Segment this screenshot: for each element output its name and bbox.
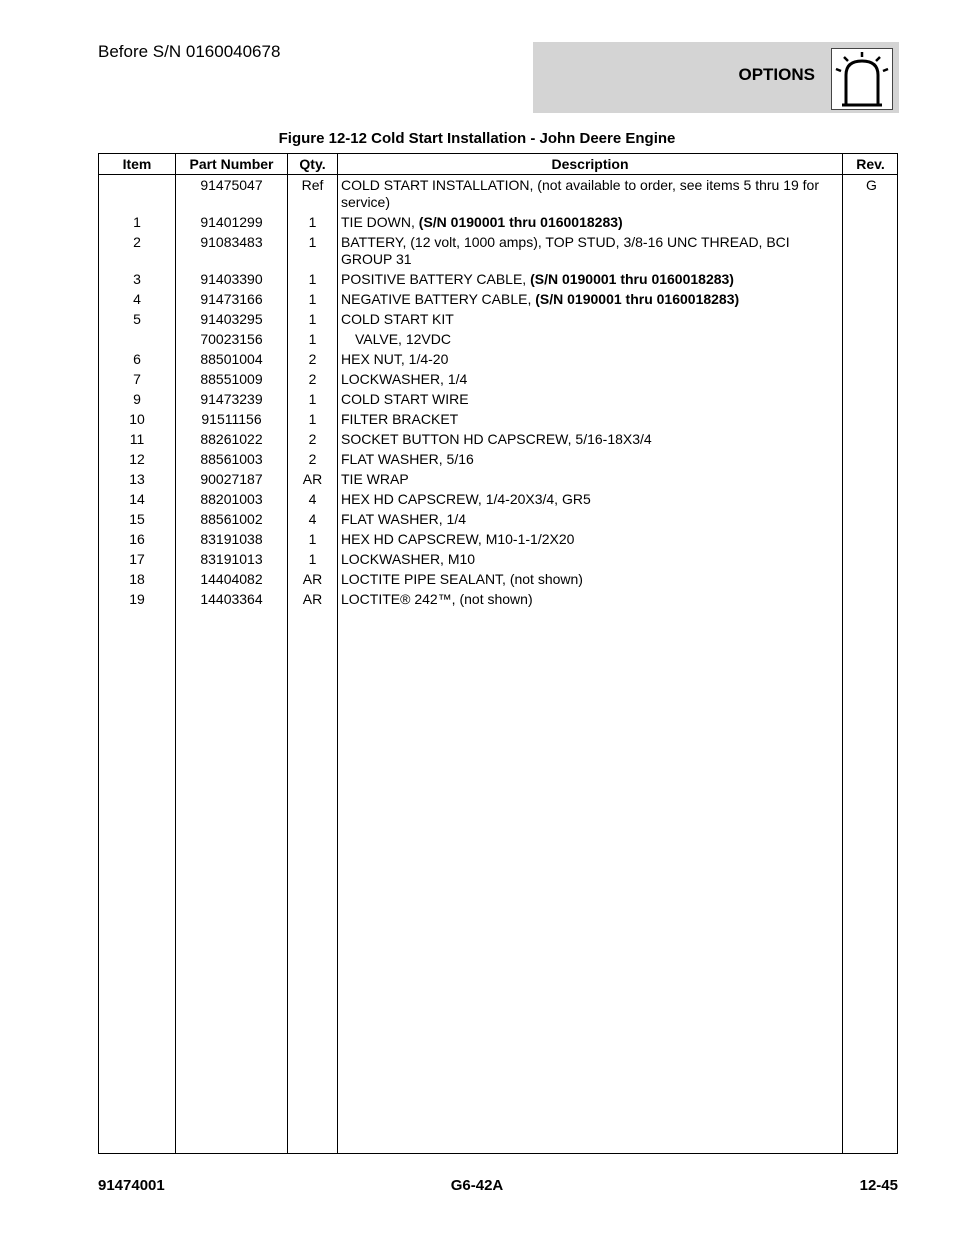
item-number: 7	[133, 371, 141, 387]
part-number: 91511156	[201, 411, 262, 427]
item-number: 16	[129, 531, 145, 547]
serial-range-note: (S/N 0190001 thru 0160018283)	[418, 214, 623, 230]
quantity: AR	[302, 571, 323, 587]
description-text: COLD START KIT	[341, 311, 454, 327]
item-number: 5	[133, 311, 141, 327]
description-text: BATTERY, (12 volt, 1000 amps), TOP STUD, 3/8-16 UNC THREAD, BCI GROUP 31	[341, 234, 790, 267]
footer-doc-number: 91474001	[98, 1177, 165, 1194]
description	[341, 451, 841, 468]
description	[341, 471, 841, 488]
description-text: TIE WRAP	[341, 471, 409, 487]
part-number: 88551009	[200, 371, 263, 387]
figure-title: Figure 12-12 Cold Start Installation - John Deere Engine	[278, 130, 676, 147]
quantity: 1	[308, 291, 317, 307]
description	[341, 511, 841, 528]
item-number: 13	[129, 471, 145, 487]
description	[341, 411, 841, 428]
part-number: 83191013	[200, 551, 263, 567]
part-number: 91083483	[200, 234, 263, 250]
description-text: HEX NUT, 1/4-20	[341, 351, 449, 367]
quantity: 1	[308, 551, 317, 567]
part-number: 90027187	[200, 471, 263, 487]
description	[341, 214, 841, 231]
part-number: 83191038	[200, 531, 263, 547]
table-row	[99, 551, 897, 568]
table-row	[99, 471, 897, 488]
table-row	[99, 511, 897, 528]
quantity: 2	[308, 431, 317, 447]
item-number: 18	[129, 571, 145, 587]
quantity: 4	[308, 511, 317, 527]
quantity: 2	[308, 451, 317, 467]
parts-rows	[99, 177, 897, 611]
item-number: 9	[133, 391, 141, 407]
item-number: 11	[129, 431, 145, 447]
description-text: COLD START INSTALLATION, (not available to order, see items 5 thru 19 for service)	[341, 177, 820, 210]
description-text: HEX HD CAPSCREW, M10-1-1/2X20	[341, 531, 575, 547]
description	[341, 311, 841, 328]
item-number: 15	[129, 511, 145, 527]
quantity: 1	[308, 214, 317, 230]
description	[341, 271, 841, 288]
part-number: 91475047	[200, 177, 263, 193]
quantity: AR	[302, 591, 323, 607]
description-text: LOCKWASHER, M10	[341, 551, 476, 567]
table-row	[99, 214, 897, 231]
footer-page-number: 12-45	[859, 1177, 898, 1194]
column-header-part-number: Part Number	[189, 156, 274, 172]
quantity: 2	[308, 351, 317, 367]
quantity: 1	[308, 331, 317, 347]
part-number: 88561003	[200, 451, 263, 467]
serial-range-note: (S/N 0190001 thru 0160018283)	[535, 291, 740, 307]
quantity: 1	[308, 311, 317, 327]
quantity: 1	[308, 234, 317, 250]
section-tab	[533, 42, 899, 113]
quantity: 1	[308, 531, 317, 547]
description	[341, 571, 841, 588]
table-row	[99, 371, 897, 388]
section-label: OPTIONS	[738, 65, 815, 84]
description-text: SOCKET BUTTON HD CAPSCREW, 5/16-18X3/4	[341, 431, 652, 447]
description	[341, 551, 841, 568]
description-text: NEGATIVE BATTERY CABLE,	[341, 291, 536, 307]
column-header-description: Description	[551, 156, 629, 172]
description-text: FILTER BRACKET	[341, 411, 459, 427]
part-number: 14403364	[200, 591, 263, 607]
part-number: 91403295	[200, 311, 263, 327]
part-number: 88261022	[200, 431, 263, 447]
table-row	[99, 491, 897, 508]
item-number: 17	[129, 551, 145, 567]
quantity: 1	[308, 271, 317, 287]
description	[341, 531, 841, 548]
revision: G	[866, 177, 877, 193]
description-text: LOCTITE PIPE SEALANT, (not shown)	[341, 571, 583, 587]
quantity: 1	[308, 411, 317, 427]
column-header-rev: Rev.	[856, 156, 885, 172]
description-text: POSITIVE BATTERY CABLE,	[341, 271, 531, 287]
table-row	[99, 431, 897, 448]
part-number: 14404082	[200, 571, 263, 587]
description	[341, 331, 855, 348]
description-text: VALVE, 12VDC	[355, 331, 451, 347]
table-row	[99, 571, 897, 588]
serial-range: Before S/N 0160040678	[98, 42, 281, 61]
description	[341, 234, 841, 268]
description	[341, 291, 841, 308]
item-number: 10	[129, 411, 145, 427]
part-number: 88501004	[200, 351, 263, 367]
part-number: 91473239	[200, 391, 263, 407]
item-number: 1	[133, 214, 141, 230]
description	[341, 431, 841, 448]
part-number: 70023156	[200, 331, 263, 347]
quantity: 4	[308, 491, 317, 507]
table-row	[99, 271, 897, 288]
description	[341, 591, 841, 608]
serial-range-note: (S/N 0190001 thru 0160018283)	[530, 271, 734, 287]
part-number: 91403390	[200, 271, 263, 287]
column-header-qty: Qty.	[299, 156, 326, 172]
table-row	[99, 234, 897, 268]
description-text: FLAT WASHER, 5/16	[341, 451, 474, 467]
part-number: 88561002	[200, 511, 263, 527]
item-number: 3	[133, 271, 141, 287]
item-number: 6	[133, 351, 141, 367]
description	[341, 391, 841, 408]
parts-table	[98, 153, 898, 1154]
description-text: FLAT WASHER, 1/4	[341, 511, 466, 527]
table-row	[99, 311, 897, 328]
item-number: 12	[129, 451, 145, 467]
cold-start-options-icon	[831, 48, 893, 110]
description	[341, 351, 841, 368]
quantity: 1	[308, 391, 317, 407]
quantity: Ref	[301, 177, 324, 193]
table-row	[99, 331, 897, 348]
part-number: 91473166	[200, 291, 263, 307]
description	[341, 371, 841, 388]
column-header-item: Item	[122, 156, 152, 172]
description-text: TIE DOWN,	[341, 214, 419, 230]
part-number: 91401299	[200, 214, 263, 230]
table-row	[99, 291, 897, 308]
description	[341, 177, 841, 211]
description-text: LOCTITE® 242™, (not shown)	[341, 591, 533, 607]
table-row	[99, 351, 897, 368]
item-number: 19	[129, 591, 145, 607]
item-number: 14	[129, 491, 145, 507]
table-row	[99, 411, 897, 428]
footer-model: G6-42A	[450, 1177, 504, 1194]
description-text: COLD START WIRE	[341, 391, 469, 407]
item-number: 2	[133, 234, 141, 250]
table-row	[99, 177, 897, 211]
item-number: 4	[133, 291, 141, 307]
table-row	[99, 391, 897, 408]
description-text: LOCKWASHER, 1/4	[341, 371, 468, 387]
description-text: HEX HD CAPSCREW, 1/4-20X3/4, GR5	[341, 491, 591, 507]
description	[341, 491, 841, 508]
table-row	[99, 591, 897, 608]
table-row	[99, 531, 897, 548]
part-number: 88201003	[200, 491, 263, 507]
quantity: 2	[308, 371, 317, 387]
quantity: AR	[302, 471, 323, 487]
table-row	[99, 451, 897, 468]
